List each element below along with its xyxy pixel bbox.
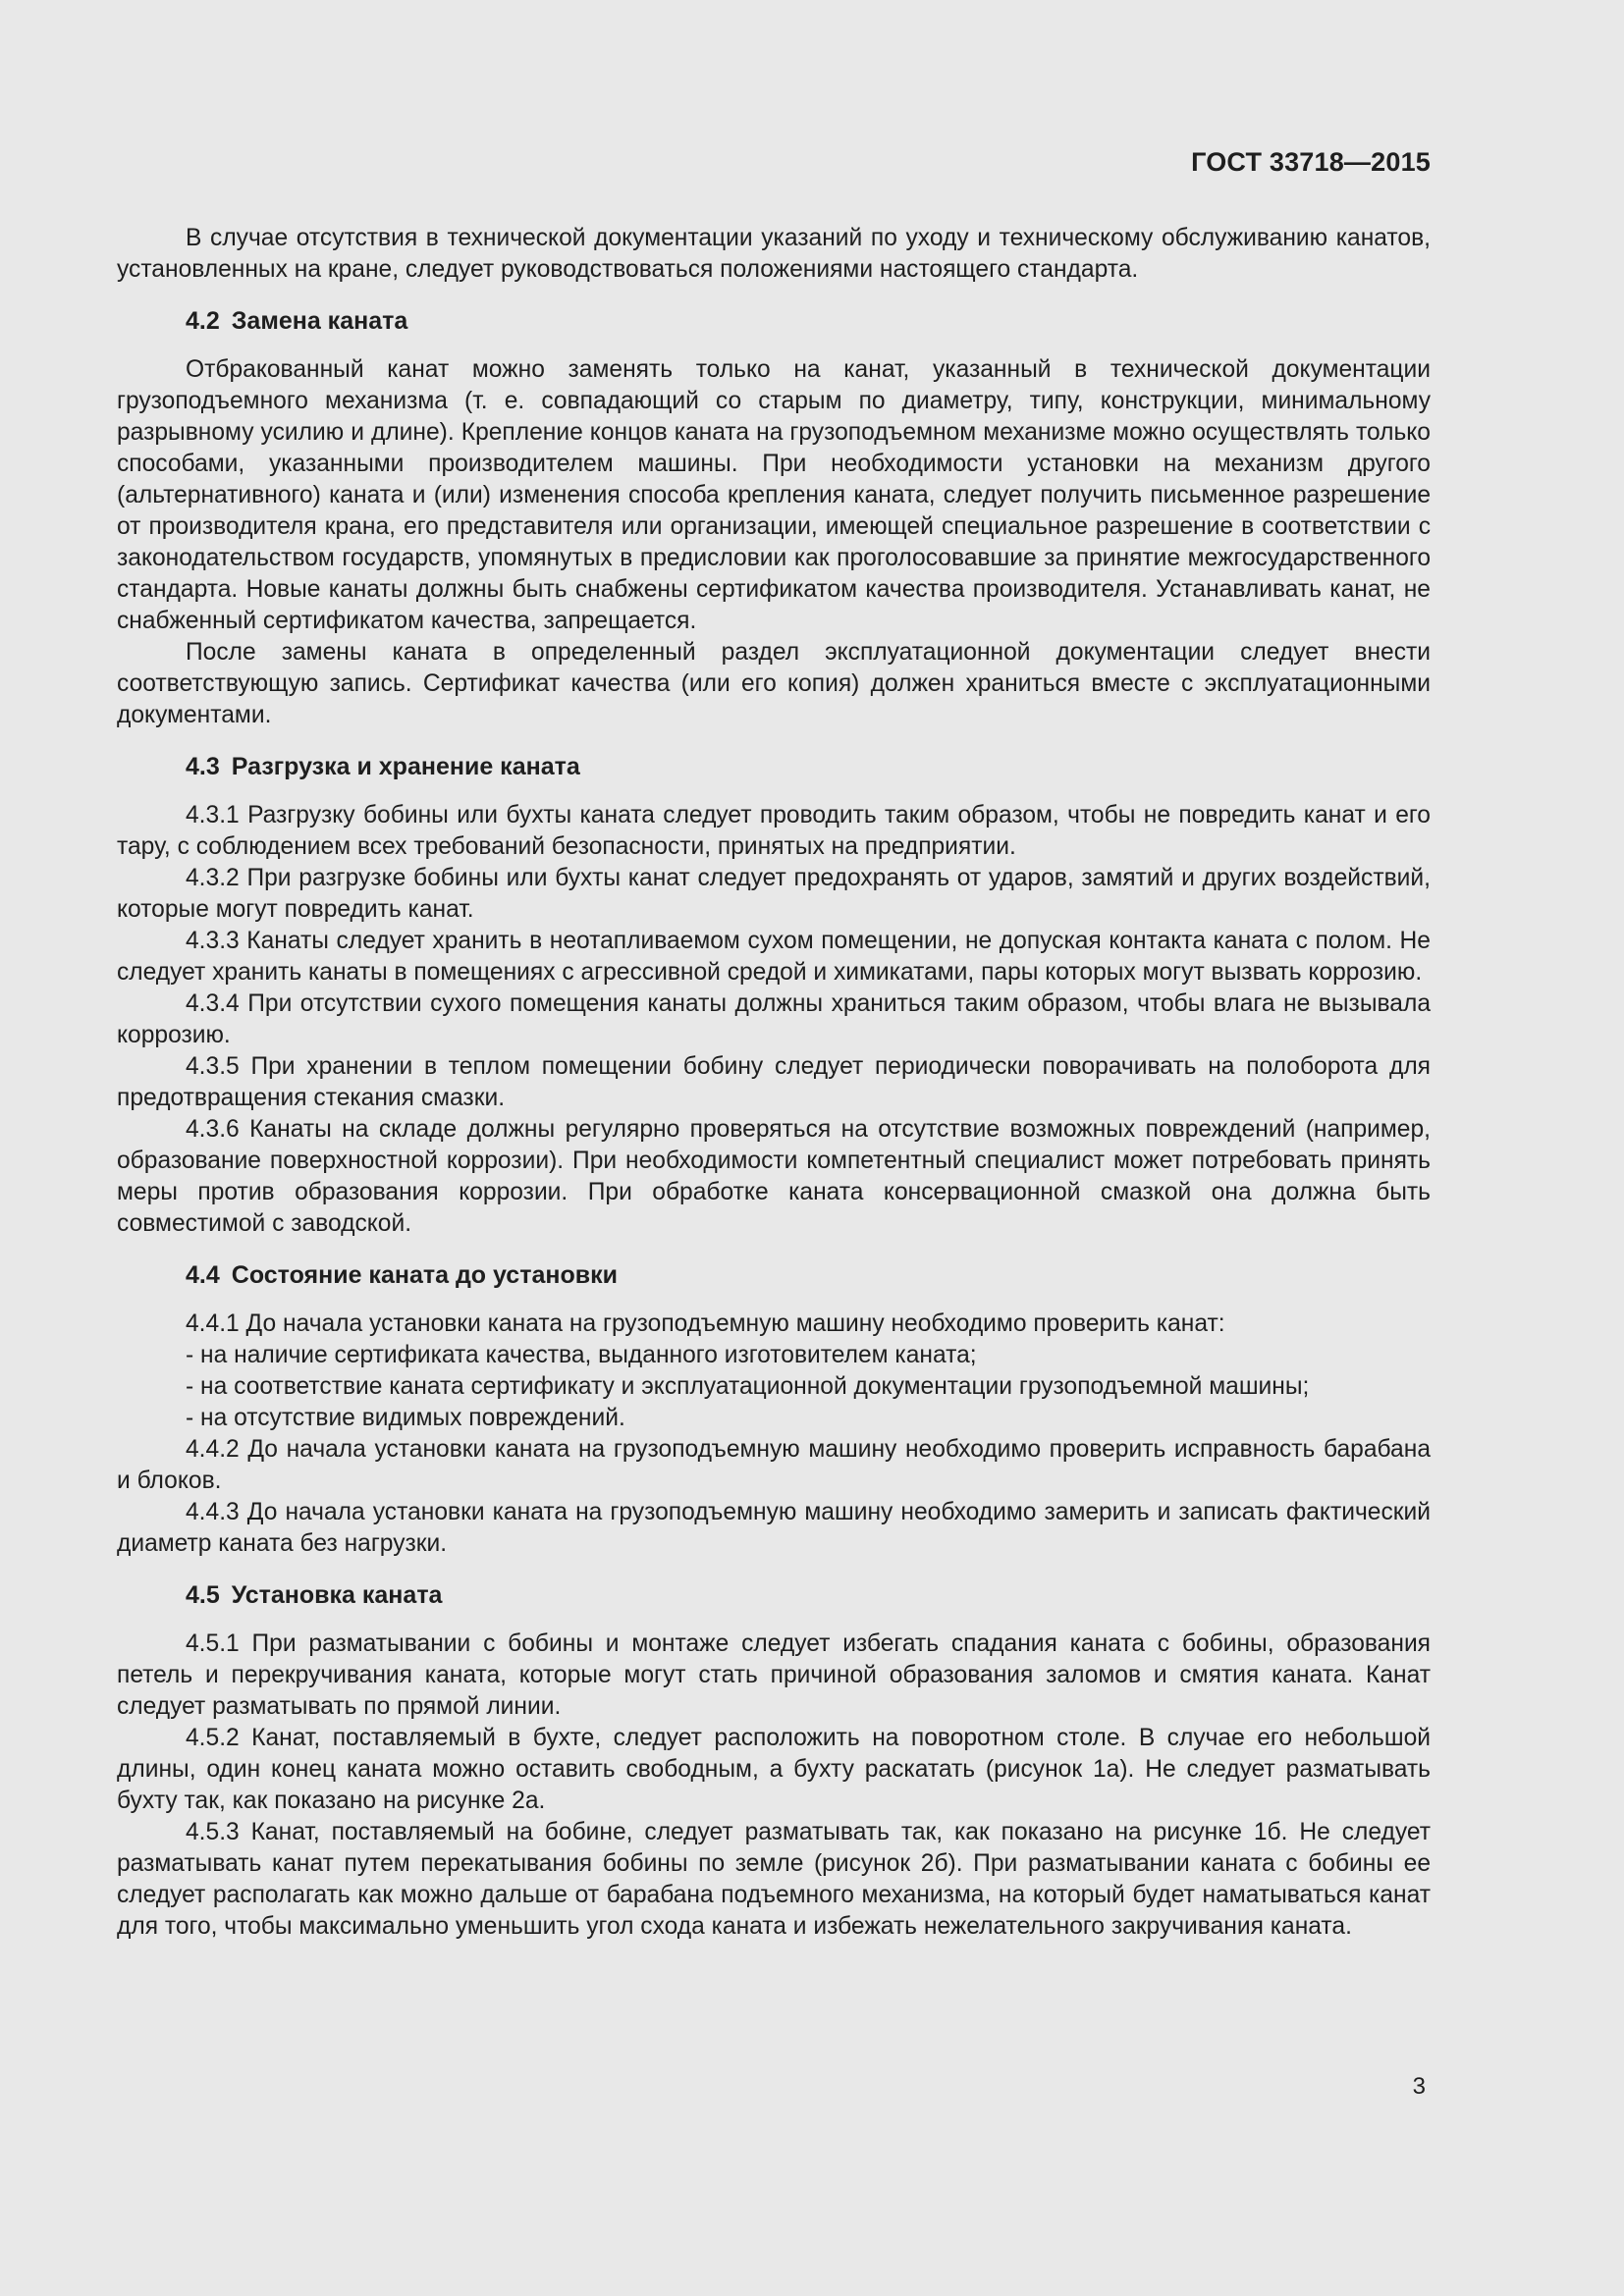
clause-4-4-3: 4.4.3 До начала установки каната на грузоподъемную машину необходимо замерить и записать фактический диаметр каната без нагрузки. <box>117 1499 1431 1557</box>
clause-4-3-2: 4.3.2 При разгрузке бобины или бухты канат следует предохранять от ударов, замятий и других воздействий, которые могут повредить канат. <box>117 865 1431 923</box>
clause-4-3-3: 4.3.3 Канаты следует хранить в неотапливаемом сухом помещении, не допуская контакта каната с полом. Не следует хранить канаты в помещениях с агрессивной средой и химикатами, пары которых могут вызвать коррозию. <box>117 928 1431 986</box>
section-number: 4.3 <box>186 753 220 780</box>
clause-4-3-1: 4.3.1 Разгрузку бобины или бухты каната следует проводить таким образом, чтобы не повредить канат и его тару, с соблюдением всех требований безопасности, принятых на предприятии. <box>117 802 1431 860</box>
clause-4-5-3: 4.5.3 Канат, поставляемый на бобине, следует разматывать так, как показано на рисунке 1б. Не следует разматывать канат путем перекатывания бобины по земле (рисунок 2б). При разматывании каната с бобины ее следует располагать как можно дальше от барабана подъемного механизма, на который будет наматываться канат для того, чтобы максимально уменьшить угол схода каната и избежать нежелательного закручивания каната. <box>117 1819 1431 1940</box>
clause-4-3-4: 4.3.4 При отсутствии сухого помещения канаты должны храниться таким образом, чтобы влага не вызывала коррозию. <box>117 990 1431 1048</box>
list-item: - на наличие сертификата качества, выданного изготовителем каната; <box>186 1342 977 1368</box>
list-item: - на соответствие каната сертификату и эксплуатационной документации грузоподъемной машины; <box>186 1373 1310 1400</box>
section-title: Разгрузка и хранение каната <box>231 753 580 780</box>
clause-4-5-2: 4.5.2 Канат, поставляемый в бухте, следует расположить на поворотном столе. В случае его небольшой длины, один конец каната можно оставить свободным, а бухту раскатать (рисунок 1а). Не следует разматывать бухту так, как показано на рисунке 2а. <box>117 1725 1431 1814</box>
section-number: 4.4 <box>186 1261 220 1289</box>
section-number: 4.5 <box>186 1581 220 1609</box>
standard-header: ГОСТ 33718—2015 <box>1191 147 1431 177</box>
intro-paragraph: В случае отсутствия в технической документации указаний по уходу и техническому обслуживанию канатов, установленных на кране, следует руководствоваться положениями настоящего стандарта. <box>117 225 1431 283</box>
clause-4-5-1: 4.5.1 При разматывании с бобины и монтаже следует избегать спадания каната с бобины, образования петель и перекручивания каната, которые могут стать причиной образования заломов и смятия каната. Канат следует разматывать по прямой линии. <box>117 1630 1431 1720</box>
paragraph: После замены каната в определенный раздел эксплуатационной документации следует внести соответствующую запись. Сертификат качества (или его копия) должен храниться вместе с эксплуатационными документами. <box>117 639 1431 728</box>
page-number: 3 <box>1412 2073 1426 2100</box>
list-item: - на отсутствие видимых повреждений. <box>186 1405 625 1431</box>
section-heading-4-4 <box>117 1259 1431 1291</box>
section-heading-4-3 <box>117 751 1431 782</box>
section-heading-4-2 <box>117 305 1431 337</box>
clause-4-3-6: 4.3.6 Канаты на складе должны регулярно проверяться на отсутствие возможных повреждений (например, образование поверхностной коррозии). При необходимости компетентный специалист может потребовать принять меры против образования коррозии. При обработке каната консервационной смазкой она должна быть совместимой с заводской. <box>117 1116 1431 1237</box>
paragraph: Отбракованный канат можно заменять только на канат, указанный в технической документации грузоподъемного механизма (т. е. совпадающий со старым по диаметру, типу, конструкции, минимальному разрывному усилию и длине). Крепление концов каната на грузоподъемном механизме можно осуществлять только способами, указанными производителем машины. При необходимости установки на механизм другого (альтернативного) каната и (или) изменения способа крепления каната, следует получить письменное разрешение от производителя крана, его представителя или организации, имеющей специальное разрешение в соответствии с законодательством государств, упомянутых в предисловии как проголосовавшие за принятие межгосударственного стандарта. Новые канаты должны быть снабжены сертификатом качества производителя. Устанавливать канат, не снабженный сертификатом качества, запрещается. <box>117 356 1431 634</box>
section-number: 4.2 <box>186 307 220 335</box>
section-title: Установка каната <box>231 1581 443 1609</box>
clause-4-4-2: 4.4.2 До начала установки каната на грузоподъемную машину необходимо проверить исправность барабана и блоков. <box>117 1436 1431 1494</box>
clause-4-3-5: 4.3.5 При хранении в теплом помещении бобину следует периодически поворачивать на полоборота для предотвращения стекания смазки. <box>117 1053 1431 1111</box>
section-heading-4-5 <box>117 1579 1431 1611</box>
clause-4-4-1: 4.4.1 До начала установки каната на грузоподъемную машину необходимо проверить канат: <box>186 1310 1225 1337</box>
section-title: Замена каната <box>231 307 408 335</box>
document-body <box>117 223 1431 1943</box>
section-title: Состояние каната до установки <box>231 1261 618 1289</box>
